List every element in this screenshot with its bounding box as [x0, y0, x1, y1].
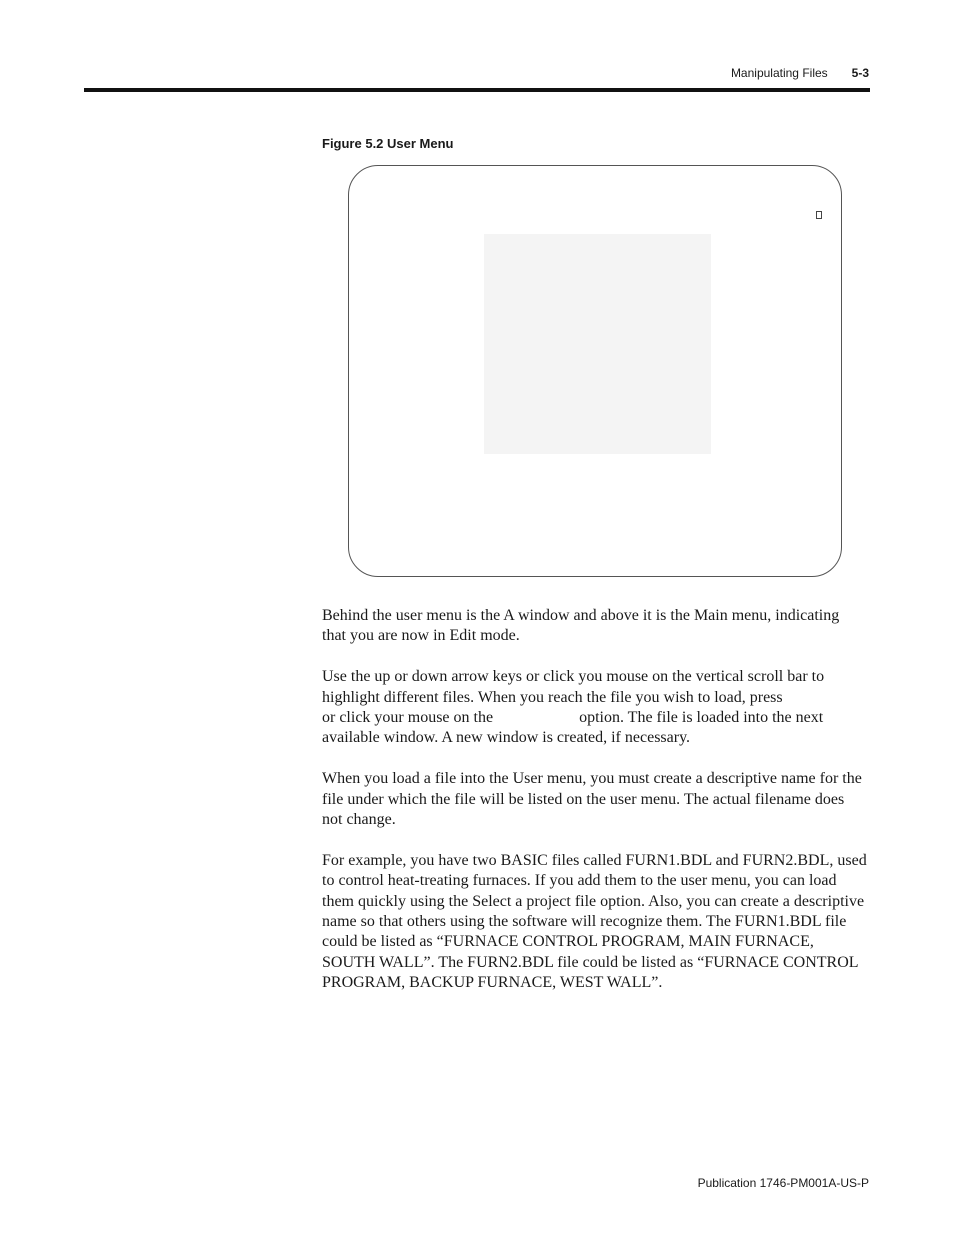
paragraph-2-part-c: option. The file is loaded into the next available window. A new window is created, if necessary.	[322, 709, 824, 747]
running-header	[731, 66, 869, 80]
paragraph-2	[322, 667, 867, 749]
paragraph-2-part-b: or click your mouse on the	[322, 709, 494, 727]
page-number: 5-3	[851, 66, 869, 80]
user-menu-box	[484, 234, 711, 454]
window-control-icon	[816, 211, 822, 219]
publication-footer: Publication 1746-PM001A-US-P	[697, 1176, 869, 1190]
paragraph-4: For example, you have two BASIC files called FURN1.BDL and FURN2.BDL, used to control heat-treating furnaces. If you add them to the user menu, you can load them quickly using the Select a project file option. Also, you can create a descriptive name so that others using the software will recognize them. The FURN1.BDL file could be listed as “FURNACE CONTROL PROGRAM, MAIN FURNACE, SOUTH WALL”. The FURN2.BDL file could be listed as “FURNACE CONTROL PROGRAM, BACKUP FURNACE, WEST WALL”.	[322, 851, 867, 992]
user-menu-screenshot	[348, 165, 842, 577]
header-rule	[84, 88, 870, 92]
paragraph-2-part-a: Use the up or down arrow keys or click you mouse on the vertical scroll bar to highlight different files. When you reach the file you wish to load, press	[322, 668, 825, 706]
figure-caption: Figure 5.2 User Menu	[322, 136, 454, 151]
section-title: Manipulating Files	[730, 66, 828, 80]
paragraph-1: Behind the user menu is the A window and above it is the Main menu, indicating that you are now in Edit mode.	[322, 607, 840, 645]
body-text	[322, 606, 867, 1014]
paragraph-3: When you load a file into the User menu, you must create a descriptive name for the file under which the file will be listed on the user menu. The actual filename does not change.	[322, 770, 862, 829]
